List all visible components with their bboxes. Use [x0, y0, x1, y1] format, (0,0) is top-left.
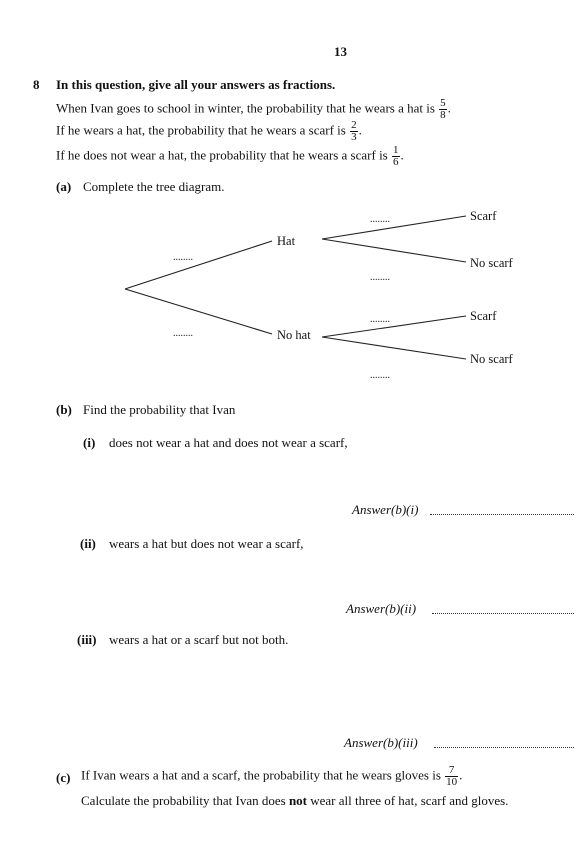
page-number: 13 [334, 44, 347, 59]
question-number: 8 [33, 77, 40, 92]
blank-nohat-no-scarf-probability[interactable]: ........ [370, 370, 390, 381]
part-b-ii-label: (ii) [80, 536, 96, 551]
question-instruction: In this question, give all your answers as fractions. [56, 77, 336, 92]
branch-hat-scarf [322, 216, 466, 239]
frac-num: 1 [393, 144, 399, 156]
gloves-probability-fraction [445, 765, 458, 788]
answer-b-iii-line[interactable] [434, 737, 574, 748]
part-b-iii-label: (iii) [77, 632, 97, 647]
frac-num: 2 [351, 119, 357, 131]
part-c-text-1: If Ivan wears a hat and a scarf, the probability that he wears gloves is [81, 767, 441, 783]
tree-label-no-hat: No hat [277, 328, 311, 342]
period: . [358, 122, 362, 138]
part-b-iii-text: wears a hat or a scarf but not both. [109, 632, 289, 647]
part-c-line-2 [81, 793, 508, 809]
part-a-label: (a) [56, 179, 72, 194]
period: . [459, 767, 463, 783]
tree-label-hat: Hat [277, 234, 296, 248]
line2-text: If he wears a hat, the probability that he wears a scarf is [56, 122, 346, 138]
tree-label-hat-no-scarf: No scarf [470, 256, 513, 270]
branch-nohat-scarf [322, 316, 466, 337]
tree-label-hat-scarf: Scarf [470, 209, 497, 223]
part-c-text-2-post: wear all three of hat, scarf and gloves. [310, 793, 509, 808]
part-b-text: Find the probability that Ivan [83, 402, 236, 417]
frac-den: 6 [393, 156, 399, 168]
tree-label-nohat-no-scarf: No scarf [470, 352, 513, 366]
blank-no-hat-probability[interactable]: ........ [173, 328, 193, 339]
answer-b-ii-line[interactable] [432, 603, 574, 614]
branch-nohat-no-scarf [322, 337, 466, 359]
frac-num: 5 [440, 97, 446, 109]
blank-hat-no-scarf-probability[interactable]: ........ [370, 272, 390, 283]
branch-hat-no-scarf [322, 239, 466, 262]
answer-b-i-label: Answer(b)(i) [352, 502, 419, 517]
blank-hat-scarf-probability[interactable]: ........ [370, 214, 390, 225]
answer-b-ii-label: Answer(b)(ii) [346, 601, 417, 616]
line3-text: If he does not wear a hat, the probability that he wears a scarf is [56, 147, 388, 163]
frac-den: 8 [440, 109, 446, 121]
blank-hat-probability[interactable]: ........ [173, 252, 193, 263]
part-a-text: Complete the tree diagram. [83, 179, 225, 194]
line1-text: When Ivan goes to school in winter, the probability that he wears a hat is [56, 100, 435, 116]
tree-label-nohat-scarf: Scarf [470, 309, 497, 323]
period: . [447, 100, 451, 116]
part-b-i-label: (i) [83, 435, 96, 450]
frac-num: 7 [445, 765, 458, 777]
part-c-line-1 [81, 765, 462, 788]
frac-den: 10 [446, 776, 458, 788]
frac-den: 3 [351, 131, 357, 143]
branch-no-hat [125, 289, 272, 334]
period: . [400, 147, 404, 163]
part-b-ii-text: wears a hat but does not wear a scarf, [109, 536, 304, 551]
answer-b-iii-label: Answer(b)(iii) [344, 735, 418, 750]
part-b-i-text: does not wear a hat and does not wear a scarf, [109, 435, 348, 450]
answer-b-i-line[interactable] [430, 504, 574, 515]
part-c-text-2-pre: Calculate the probability that Ivan does [81, 793, 286, 808]
part-c-label: (c) [56, 770, 71, 785]
blank-nohat-scarf-probability[interactable]: ........ [370, 314, 390, 325]
part-c-text-2-bold: not [288, 793, 307, 808]
branch-hat [125, 241, 272, 289]
part-b-label: (b) [56, 402, 72, 417]
